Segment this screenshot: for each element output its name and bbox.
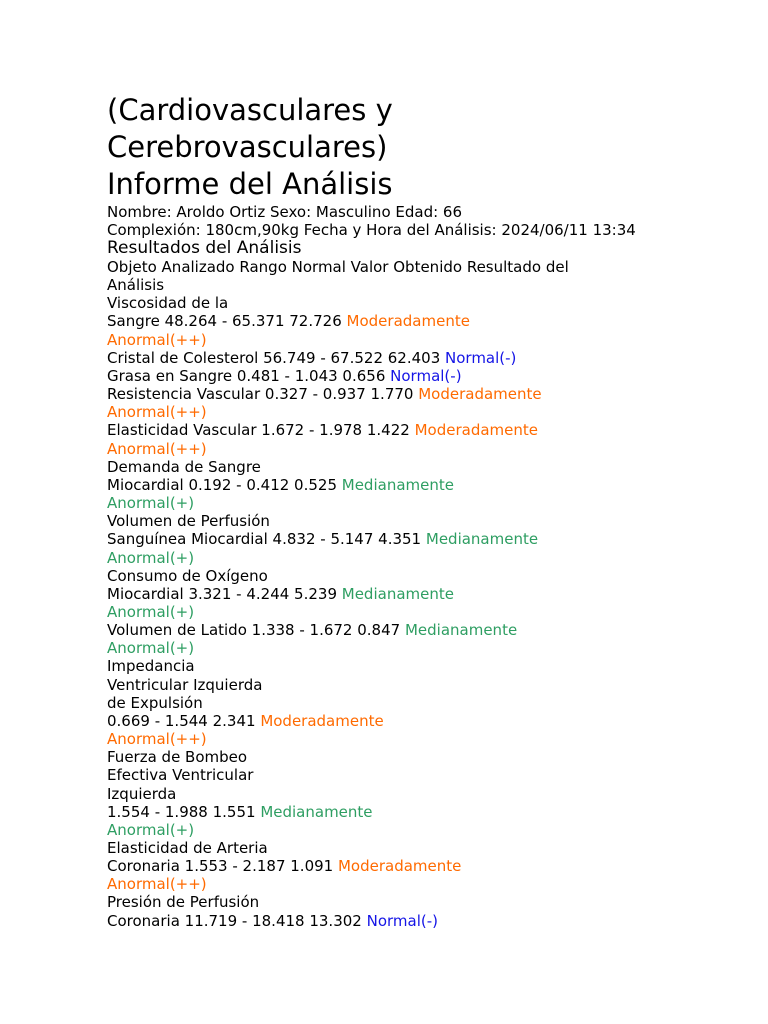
result-row <box>107 385 667 421</box>
report-page <box>107 92 667 930</box>
table-header-line: Objeto Analizado Rango Normal Valor Obtenido Resultado del <box>107 258 569 276</box>
section-title: Resultados del Análisis <box>107 238 302 258</box>
status-badge: Medianamente <box>404 621 518 640</box>
status-badge: Medianamente <box>341 475 454 494</box>
row-values: Miocardial 0.192 - 0.412 0.525 <box>107 475 342 494</box>
status-badge: Moderadamente <box>346 312 470 331</box>
result-row <box>107 839 667 893</box>
row-values-line <box>107 857 667 875</box>
row-values-line <box>107 421 667 439</box>
title-line: Informe del Análisis <box>107 167 393 201</box>
result-row <box>107 657 667 748</box>
row-values-line <box>107 385 667 403</box>
result-row <box>107 367 667 385</box>
status-badge-line2: Anormal(++) <box>107 439 207 458</box>
result-row <box>107 349 667 367</box>
status-badge-line2: Anormal(++) <box>107 730 207 749</box>
status-badge: Medianamente <box>341 584 454 603</box>
table-header-line: Análisis <box>107 276 165 295</box>
patient-line: Nombre: Aroldo Ortiz Sexo: Masculino Edad: 66 <box>107 203 463 221</box>
status-badge: Medianamente <box>425 530 539 549</box>
row-values-line <box>107 312 667 330</box>
row-values: Sanguínea Miocardial 4.832 - 5.147 4.351 <box>107 530 426 549</box>
row-values: Sangre 48.264 - 65.371 72.726 <box>107 312 347 331</box>
row-values: Grasa en Sangre 0.481 - 1.043 0.656 <box>107 366 391 385</box>
row-name-line: Efectiva Ventricular <box>107 766 254 785</box>
row-values-line <box>107 367 667 385</box>
row-name-line: Elasticidad de Arteria <box>107 839 268 857</box>
row-values-line <box>107 621 667 639</box>
row-values: Resistencia Vascular 0.327 - 0.937 1.770 <box>107 385 419 404</box>
row-name-line: Consumo de Oxígeno <box>107 566 268 585</box>
status-badge-line2: Anormal(++) <box>107 403 207 422</box>
row-values: Elasticidad Vascular 1.672 - 1.978 1.422 <box>107 421 415 440</box>
row-values-line <box>107 349 667 367</box>
row-name-line: Volumen de Perfusión <box>107 512 270 531</box>
status-badge: Moderadamente <box>260 711 384 730</box>
row-values-line <box>107 712 667 730</box>
status-badge: Moderadamente <box>418 385 542 404</box>
result-row <box>107 893 667 929</box>
row-name-line: Izquierda <box>107 784 177 803</box>
row-values: 1.554 - 1.988 1.551 <box>107 802 261 821</box>
result-row <box>107 458 667 512</box>
title-line: (Cardiovasculares y <box>107 93 393 127</box>
row-name-line: de Expulsión <box>107 693 203 712</box>
status-badge: Normal(-) <box>366 911 438 930</box>
row-name-line: Ventricular Izquierda <box>107 675 263 694</box>
report-title <box>107 92 667 203</box>
row-values: Cristal de Colesterol 56.749 - 67.522 62.403 <box>107 348 446 367</box>
row-values: 0.669 - 1.544 2.341 <box>107 711 261 730</box>
row-name-line: Impedancia <box>107 657 195 676</box>
row-values-line <box>107 912 667 930</box>
status-badge-line2: Anormal(++) <box>107 875 207 894</box>
status-badge-line2: Anormal(+) <box>107 548 195 567</box>
status-badge: Normal(-) <box>390 366 462 385</box>
row-values: Coronaria 11.719 - 18.418 13.302 <box>107 911 367 930</box>
row-values-line <box>107 476 667 494</box>
row-values: Volumen de Latido 1.338 - 1.672 0.847 <box>107 621 405 640</box>
status-badge-line2: Anormal(+) <box>107 602 195 621</box>
status-badge-line2: Anormal(++) <box>107 330 207 349</box>
row-name-line: Presión de Perfusión <box>107 893 260 912</box>
status-badge: Normal(-) <box>445 348 517 367</box>
status-badge: Medianamente <box>260 802 373 821</box>
result-row <box>107 621 667 657</box>
result-row <box>107 294 667 348</box>
patient-info <box>107 203 667 239</box>
status-badge-line2: Anormal(+) <box>107 494 195 513</box>
complexion-line: Complexión: 180cm,90kg Fecha y Hora del Análisis: 2024/06/11 13:34 <box>107 221 636 239</box>
status-badge-line2: Anormal(+) <box>107 639 195 658</box>
results-list <box>107 258 667 930</box>
result-row <box>107 748 667 839</box>
row-values-line <box>107 530 667 548</box>
result-row <box>107 567 667 621</box>
table-header <box>107 258 667 294</box>
status-badge: Moderadamente <box>414 421 538 440</box>
row-values-line <box>107 585 667 603</box>
status-badge: Moderadamente <box>337 857 462 876</box>
result-row <box>107 512 667 566</box>
row-name-line: Fuerza de Bombeo <box>107 748 248 767</box>
title-line: Cerebrovasculares) <box>107 130 388 164</box>
row-name-line: Demanda de Sangre <box>107 457 261 476</box>
result-row <box>107 421 667 457</box>
row-values-line <box>107 803 667 821</box>
row-values: Coronaria 1.553 - 2.187 1.091 <box>107 857 338 876</box>
row-values: Miocardial 3.321 - 4.244 5.239 <box>107 584 342 603</box>
status-badge-line2: Anormal(+) <box>107 820 195 839</box>
row-name-line: Viscosidad de la <box>107 294 229 313</box>
